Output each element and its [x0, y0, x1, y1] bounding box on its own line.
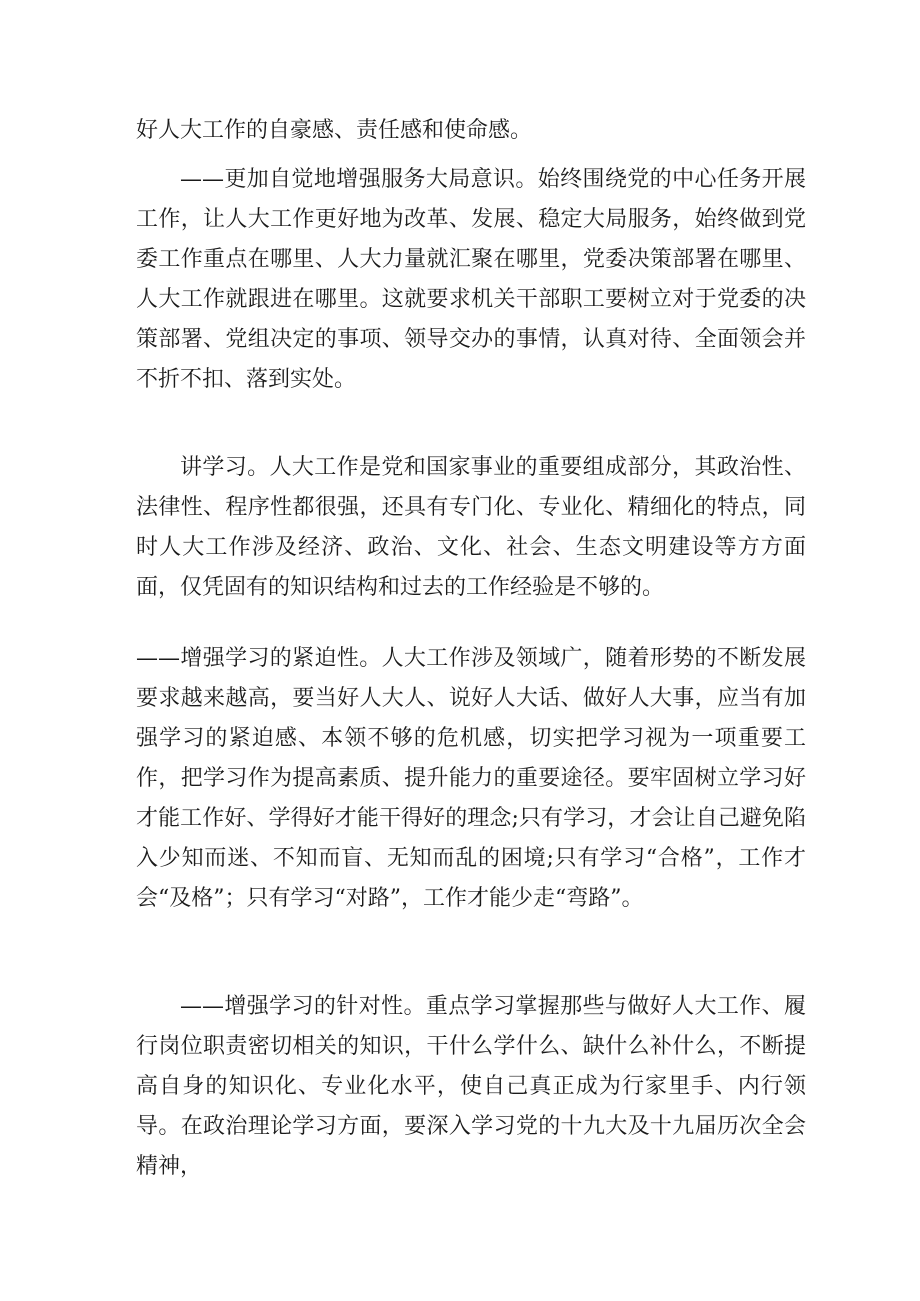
paragraph-learning-intro: 讲学习。人大工作是党和国家事业的重要组成部分，其政治性、法律性、程序性都很强，还具有专门化、专业化、精细化的特点，同时人大工作涉及经济、政治、文化、社会、生态文明建设等方方面面，仅凭固有的知识结构和过去的工作经验是不够的。	[136, 455, 806, 600]
paragraph-learning-focus: ——增强学习的针对性。重点学习掌握那些与做好人大工作、履行岗位职责密切相关的知识，干什么学什么、缺什么补什么，不断提高自身的知识化、专业化水平，使自己真正成为行家里手、内行领导。在政治理论学习方面，要深入学习党的十九大及十九届历次全会精神，	[136, 994, 806, 1179]
paragraph-service-awareness: ——更加自觉地增强服务大局意识。始终围绕党的中心任务开展工作，让人大工作更好地为改革、发展、稳定大局服务，始终做到党委工作重点在哪里、人大力量就汇聚在哪里，党委决策部署在哪里、人大工作就跟进在哪里。这就要求机关干部职工要树立对于党委的决策部署、党组决定的事项、领导交办的事情，认真对待、全面领会并不折不扣、落到实处。	[136, 167, 806, 392]
paragraph-continuation: 好人大工作的自豪感、责任感和使命感。	[136, 118, 533, 143]
paragraph-learning-urgency: ——增强学习的紧迫性。人大工作涉及领域广，随着形势的不断发展要求越来越高，要当好人大人、说好人大话、做好人大事，应当有加强学习的紧迫感、本领不够的危机感，切实把学习视为一项重要工作，把学习作为提高素质、提升能力的重要途径。要牢固树立学习好才能工作好、学得好才能干得好的理念;只有学习，才会让自己避免陷入少知而迷、不知而盲、无知而乱的困境;只有学习“合格”，工作才会“及格”；只有学习“对路”，工作才能少走“弯路”。	[136, 646, 806, 911]
